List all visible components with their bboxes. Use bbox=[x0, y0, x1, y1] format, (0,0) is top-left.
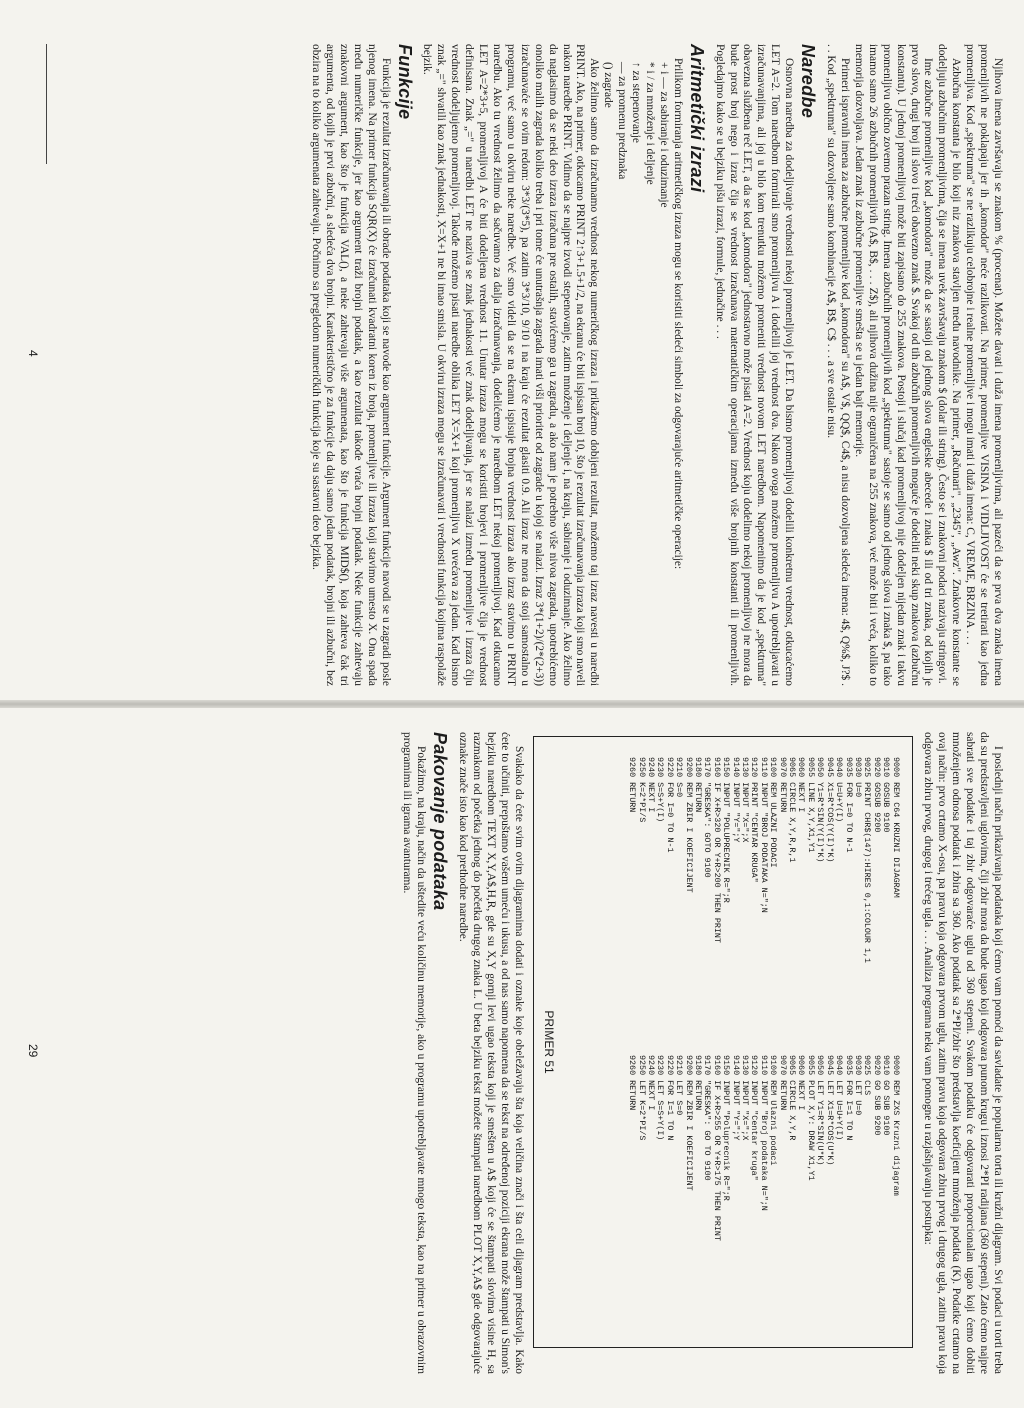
code-line: 9110 INPUT "BROJ PODATAKA N=";N bbox=[758, 757, 769, 913]
right-page bbox=[0, 704, 1024, 1408]
code-line: 9000 REM C64 KRUZNI DIJAGRAM bbox=[890, 757, 901, 898]
code-line: 9060 NEXT I bbox=[796, 1055, 807, 1111]
code-line: 9220 FOR I=0 TO N-1 bbox=[664, 757, 675, 853]
code-line: 9150 INPUT "POLUPRECNIK R=";R bbox=[721, 757, 732, 903]
code-line: 9210 S=0 bbox=[674, 757, 685, 798]
code-line: 9050 LET Y1=R*SIN(U*K) bbox=[815, 1055, 826, 1166]
code-line: 9150 INPUT "Poluprecnik R=";R bbox=[721, 1055, 732, 1201]
code-line: 9180 RETURN bbox=[693, 1055, 704, 1111]
code-line: 9240 NEXT I bbox=[646, 757, 656, 813]
code-line: 9120 PRINT "CENTAR KRUGA" bbox=[749, 757, 760, 883]
code-line: 9160 IF X+R>320 OR Y+R>200 THEN PRINT bbox=[711, 757, 722, 943]
operator-item: — za promenu predznaka bbox=[616, 62, 629, 180]
code-line: 9070 RETURN bbox=[777, 757, 788, 813]
code-line: 9260 RETURN bbox=[627, 757, 638, 813]
code-line: 9070 RETURN bbox=[777, 1055, 788, 1111]
code-line: 9130 INPUT "X=";X bbox=[740, 757, 751, 843]
code-line: 9210 LET S=0 bbox=[674, 1055, 685, 1116]
code-line: 9055 PLOT X,Y: DRAW X1,Y1 bbox=[805, 1055, 816, 1181]
code-line: 9030 LET U=0 bbox=[852, 1055, 863, 1116]
code-line: 9170 "GRESKA": GOTO 9100 bbox=[702, 757, 713, 878]
page-number-right: 29 bbox=[26, 1044, 40, 1058]
code-line: 9040 LET U=U+Y(I) bbox=[834, 1055, 845, 1141]
code-line: 9200 REM ZBIR I KOEFICIJENT bbox=[683, 1055, 694, 1191]
operator-item: + i — za sabiranje i oduzimanje bbox=[657, 62, 670, 208]
paragraph: Njihova imena završavaju se znakom % (procenat). Možete davati i duža imena promenljivima, ali pazeći da se prva dva znaka imena promenljivih ne poklapaju jer ih „komodor" neće razlikovati. Na primer, promenljive VISINA i VIDLJIVOST će se tretirati kao jedna promenljiva. Kod „spektruma" se ne razlikuju celobrojne i realne promenljive i mogu imati i duža imena: C, VREME, BRZINA . . . bbox=[964, 44, 1004, 686]
operator-item: () zagrade bbox=[602, 62, 615, 108]
paragraph: Primeri ispravnih imena za azbučne promenljive kod „komodora" su A$, V$, QQ$, C4$, a nisu dozvoljena sledeća imena: 4$, Q%$, J?$ . . . Kod „spektruma" su dozvoljene samo kombinacije A$, B$, C$ . . . a sve ostale nisu. bbox=[825, 44, 852, 686]
code-line: 9050 Y1=R*SIN(Y(I)*K) bbox=[815, 757, 826, 863]
paragraph: I poslednji način prikazivanja podataka koji ćemo vam pomoći da savladate je popularna torta ili kružni dijagram. Svi podaci u torti treba da su predstavljeni uglovima, čiji zbir mora da bude ugao koji odgovara punom krugu i iznosi 2*PI radijana (360 stepeni). Zato ćemo najpre sabrati sve podatke i taj zbir odgovaraće uglu od 360 stepeni. Svakom podatku će odgovarati proporcionalan ugao koji ćemo dobiti množenjem odnosa podatak i zbira sa 360. Ako podatak sa 2*PI/zbir što predstavlja koeficijent množenja podatka (K). Podatke crtamo na ovaj način: prvo crtamo X-osu, pa pravu koja odgovara prvom uglu, zatim pravu koja odgovara zbiru prvog i drugog ugla, zatim pravu koja odgovara zbiru prvog, drugog i trećeg ugla . . . Analiza programa neka vam pomogne u razjašnjavanju postupka: bbox=[922, 732, 1004, 1374]
code-line: 9180 RETURN bbox=[693, 757, 704, 813]
code-line: 9100 REM ULAZNI PODACI bbox=[768, 757, 779, 868]
code-line: 9140 INPUT "Y=";Y bbox=[730, 757, 741, 843]
izrazi-intro: Prilikom formiranja aritmetičkog izraza mogu se koristiti sledeći simboli za odgovarajuće aritmetičke operacije: bbox=[671, 58, 684, 570]
heading-pakovanje-podataka: Pakovanje podataka bbox=[430, 732, 451, 911]
code-line: 9130 INPUT "X=";X bbox=[740, 1055, 751, 1141]
code-line: 9250 LET K=2*PI/S bbox=[636, 1055, 647, 1141]
code-line: 9060 NEXT I bbox=[796, 757, 807, 813]
heading-naredbe: Naredbe bbox=[798, 44, 819, 119]
paragraph: Azbučna konstanta je bilo koji niz znakova stavljen među navodnike. Na primer, „Računari", „2345", „Awz". Znakovne konstante se dodeljuju azbučnim promenljivima, čija se imena uvek završavaju znakom $ (dolar ili string). Često se i znakovni podaci nazivaju stringovi. bbox=[936, 44, 963, 686]
code-line: 9000 REM ZXS Kruzni dijagram bbox=[890, 1055, 901, 1196]
code-line: 9240 NEXT I bbox=[646, 1055, 656, 1111]
code-line: 9120 INPUT "Centar kruga" bbox=[749, 1055, 760, 1181]
operator-item: ↑ za stepenovanje bbox=[630, 62, 643, 143]
after-program-text bbox=[455, 732, 525, 1374]
code-line: 9010 GO SUB 9100 bbox=[881, 1055, 892, 1136]
code-line: 9100 REM Ulazni podaci bbox=[768, 1055, 779, 1166]
code-line: 9055 LINE X,Y,X1,Y1 bbox=[805, 757, 816, 853]
code-line: 9025 CLS bbox=[862, 1055, 873, 1096]
paragraph: Ako želimo samo da izračunamo vrednost nekog numeričkog izraza i prikažemo dobijeni rezultat, možemo taj izraz navesti u naredbi PRINT. Ako, na primer, otkucamo PRINT 2↑3+1.5+1/2, na ekranu će biti ispisan broj 10, što je rezultat izračunavanja izraza koji smo naveli nakon naredbe PRINT. Vidimo da se najpre izvodi stepenovanje, zatim množenje i deljenje i, na kraju, sabiranje i oduzimanje. Ako želimo da naglasimo da se neki deo izraza izračuna pre ostalih, stavićemo ga u zagradu, a ako nam je potrebno više nivoa zagrada, upotrebićemo onoliko malih zagrada koliko treba i pri tome će unutrašnja zagrada imati viši prioritet od zagrade u kojoj se nalazi. Izraz 3*(1+2)/(2*(2+3)) izračunavaće se ovim redom: 3*3/(3*5), pa zatim 3*3/10, 9/10 i na kraju će rezultat glasiti 0.9. Ali izraz ne mora da stoji samostalno u programu, već samo u okviru neke naredbe. Već smo videli da se na ekranu ispisuje brojna vrednost izraza ako izraz stavimo u PRINT naredbu. Ako tu vrednost želimo da sačuvamo za dalja izračunavanja, dodelićemo je naredbom LET nekoj promenljivoj. Kad otkucamo LET A=2*3+5, promenljivoj A će biti dodeljena vrednost 11. Unutar izraza mogu se koristiti brojevi i promenljive čija je vrednost definisana. Znak „=" u naredbi LET ne naziva se znak jednakosti već znak dodeljivanja, jer se nalazi između promenljive i izraza čiju vrednost dodeljujemo promenljivoj. Takođe možemo pisati naredbe oblika LET X=X+1 koji promenljivu X uvećava za jedan. Kad bismo znak „=" shvatili kao znak jednakosti, X=X+1 ne bi imao smisla. U okviru izraza mogu se izračunavati i vrednosti funkcija kojima raspolaže bejzik. bbox=[421, 44, 601, 686]
paragraph: Svakako da ćete svim ovim dijagramima dodati i oznake koje obeležavaju šta koja veličina znači i šta celi dijagram predstavlja. Kako ćete to učiniti, prepuštamo vašem umeću i ukusu, a od nas samo napomena da se tekst na određenoj poziciji ekrana može štampati u Simon's bejziku naredbom TEXT X,Y,A$,H,R, gde su X,Y gornji levi ugao teksta koji je smešten u A$ koji će se štampati slovima visine H, sa razmakom od početka jednog do početka drugog znaka L. U beta bejziku tekst možete štampati naredbom PLOT X,Y,A$ gde odgovarajuće oznake znače isto kao kod prethodne naredbe. bbox=[456, 732, 525, 1374]
code-line: 9170 "GRESKA": GO TO 9100 bbox=[702, 1055, 713, 1181]
code-line: 9065 CIRCLE X,Y,R,R,1 bbox=[787, 757, 798, 863]
code-line: 9020 GO SUB 9200 bbox=[871, 1055, 882, 1136]
operator-item: * i / za množenje i deljenje bbox=[643, 62, 656, 185]
code-line: 9045 X1=R*COS(Y(I)*K) bbox=[824, 757, 835, 863]
pakovanje-text bbox=[399, 732, 427, 1374]
code-line: 9220 FOR I=1 TO N bbox=[664, 1055, 675, 1141]
page-number-left: 4 bbox=[26, 350, 40, 357]
code-line: 9250 K=2*PI/S bbox=[636, 757, 647, 823]
program-listing-c64 bbox=[627, 757, 900, 1029]
operator-list bbox=[600, 62, 670, 686]
program-listing-zxs bbox=[627, 1055, 900, 1327]
code-line: 9045 LET X1=R*COS(U*K) bbox=[824, 1055, 835, 1166]
code-line: 9035 FOR I=1 TO N bbox=[843, 1055, 854, 1141]
code-line: 9030 U=0 bbox=[852, 757, 863, 798]
code-line: 9260 RETURN bbox=[627, 1055, 638, 1111]
code-line: 9230 LET S=S+Y(I) bbox=[655, 1055, 666, 1141]
funkcije-text bbox=[308, 44, 391, 686]
paragraph: Pokažimo, na kraju, način da uštedite veću količinu memorije, ako u programu upotrebljavate mnogo teksta, kao na primer u obrazovnim programima ili igrama avanturama. bbox=[401, 732, 428, 1374]
code-line: 9230 S=S+Y(I) bbox=[655, 757, 666, 823]
code-line: 9035 FOR I=0 TO N-1 bbox=[843, 757, 854, 853]
program-listing-box bbox=[533, 736, 913, 1348]
paragraph: Ime azbučne promenljive kod „komodora" može da se sastoji od jednog slova engleske abecede i znaka $ ili od tri znaka, od kojih je prvo slovo, drugi broj ili slovo i treći obavezno znak $. Svakoj od tih azbučnih promenljivih moguće je dodeliti neki skup znakova (azbučnu konstantu). U jednoj promenljivoj može biti zapisano do 255 znakova. Postoji i slučaj kad promenljivoj nije dodeljen nijedan znak i takvu promenljivu obično zovemo prazan string. Imena azbučnih promenljivih kod „spektruma" sastoje se samo od jednog slova i znaka $, pa tako imamo samo 26 azbučnih promenljivih (A$, B$, . . . Z$), ali njihova dužina nije ograničena na 255 znakova, već može biti i veća, koliko to memorija dozvoljava. Jedan znak iz azbučne promenljive smešta se u jedan bajt memorije. bbox=[852, 44, 935, 686]
code-line: 9025 PRINT CHR$(147):HIRES 0,1:COLOUR 1,1 bbox=[862, 757, 873, 964]
code-line: 9020 GOSUB 9200 bbox=[871, 757, 882, 833]
code-line: 9200 REM ZBIR I KOEFICIJENT bbox=[683, 757, 694, 893]
heading-funkcije: Funkcije bbox=[394, 44, 415, 120]
paragraph: Osnovna naredba za dodeljivanje vrednosti nekoj promenljivoj je LET. Da bismo promenljivoj dodelili konkretnu vrednost, otkucaćemo LET A=2. Tom naredbom formirali smo promenljivu A i dodelili joj vrednost dva. Nakon ovoga možemo promenljivu A upotrebljavati u izračunavanjima, ali joj u bilo kom trenutku možemo promeniti vrednost novom LET naredbom. Napomenimo da je kod „spektruma" obavezna službena reč LET, a da se kod „komodora" jednostavno može pisati A=2. Vrednost koju dodelimo nekoj promenljivoj ne mora da bude prost broj nego i izraz čija se vrednost izračunava matematičkim operacijama između više brojnih konstanti ili promenljivih. Pogledajmo kako se u bejziku pišu izrazi, formule, jednačine . . . bbox=[713, 44, 796, 686]
code-line: 9010 GOSUB 9100 bbox=[881, 757, 892, 833]
footnote-rule bbox=[46, 44, 47, 164]
naredbe-text bbox=[712, 44, 795, 686]
heading-aritmeticki-izrazi: Aritmetički izrazi bbox=[686, 44, 707, 193]
code-line: 9110 INPUT "Broj podataka N=";N bbox=[758, 1055, 769, 1211]
paragraph: Funkcija je rezultat izračunavanja ili obrade podataka koji se navode kao argument funkcije. Argument funkcije navodi se u zagradi posle njenog imena. Na primer funkcija SQR(X) će izračunati kvadratni koren iz broja, promenljive ili izraza koji stavimo umesto X. Ona spada među numeričke funkcije, jer kao argument traži brojni podatak, a kao rezultat takođe vraća brojni podatak. Neke funkcije zahtevaju znakovni argument, kao što je funkcija VAL(), a neke zahtevaju više argumenata, kao što je funkcija MID$(), koja zahteva čak tri argumenta, od kojih je prvi azbučni, a sledeća dva brojni. Karakteristično je za funkcije da daju samo jedan podatak, brojni ili azbučni, bez obzira na to koliko argumenata zahtevaju. Počnimo sa pregledom numeričkih funkcija koje su sastavni deo bejzika. bbox=[310, 44, 392, 686]
code-line: 9065 CIRCLE X,Y,R bbox=[787, 1055, 798, 1141]
code-line: 9160 IF X+R>255 OR Y+R>175 THEN PRINT bbox=[711, 1055, 722, 1241]
right-intro-text bbox=[921, 732, 1004, 1374]
left-intro-text bbox=[823, 44, 1004, 686]
code-line: 9040 U=U+Y(I) bbox=[834, 757, 845, 823]
izrazi-text bbox=[420, 44, 601, 686]
program-title: PRIMER 51 bbox=[541, 1010, 556, 1074]
code-line: 9140 INPUT "Y=";Y bbox=[730, 1055, 741, 1141]
